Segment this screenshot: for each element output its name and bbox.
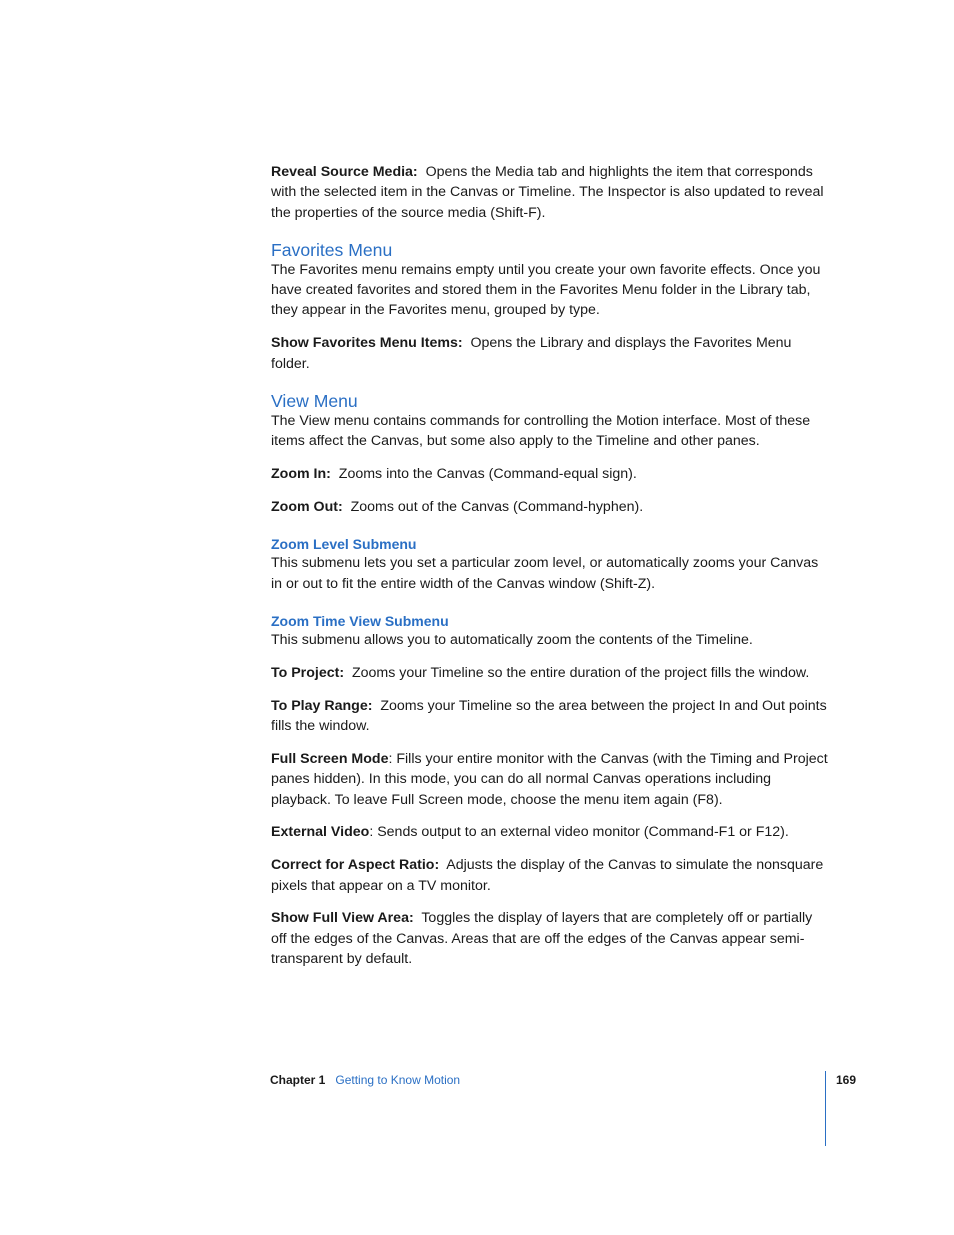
favorites-intro: The Favorites menu remains empty until you create your own favorite effects. Once you have created favorites and stored them in the Favorites Menu folder in the Library tab, they appear in the Favorites menu, grouped by type.	[271, 261, 821, 319]
zoom-level-heading: Zoom Level Submenu	[271, 536, 417, 553]
aspect-ratio-paragraph	[271, 855, 831, 896]
page-footer	[270, 1071, 460, 1089]
zoom-level-intro: This submenu lets you set a particular zoom level, or automatically zooms your Canvas in or out to fit the entire width of the Canvas window (Shift-Z).	[271, 555, 819, 592]
description: Zooms your Timeline so the entire duration of the project fills the window.	[351, 664, 810, 681]
chapter-title-link[interactable]: Getting to Know Motion	[335, 1073, 461, 1087]
favorites-menu-heading: Favorites Menu	[271, 239, 393, 260]
description: : Fills your entire monitor with the Canvas (with the Timing and Project panes hidden). In this mode, you can do all normal Canvas operations including playback. To leave Full Screen mode, choose the menu item again (F8).	[271, 750, 828, 808]
term: To Play Range:	[271, 697, 373, 714]
page-content	[271, 162, 831, 982]
description: : Sends output to an external video monitor (Command-F1 or F12).	[369, 824, 789, 841]
zoom-time-intro: This submenu allows you to automatically zoom the contents of the Timeline.	[271, 631, 753, 648]
page-number: 169	[836, 1073, 857, 1087]
to-project-paragraph	[271, 663, 831, 683]
term: Correct for Aspect Ratio:	[271, 857, 440, 874]
term: External Video	[271, 824, 370, 841]
description: Opens the Library and displays the Favorites Menu folder.	[271, 335, 792, 372]
reveal-source-media-paragraph	[271, 162, 831, 223]
zoom-time-heading: Zoom Time View Submenu	[271, 612, 449, 629]
zoom-out-paragraph	[271, 497, 831, 517]
view-menu-heading: View Menu	[271, 390, 358, 411]
term: Show Full View Area:	[271, 910, 414, 927]
description: Opens the Media tab and highlights the item that corresponds with the selected item in the Canvas or Timeline. The Inspector is also updated to reveal the properties of the source media (Shift-F).	[271, 164, 824, 221]
description: Toggles the display of layers that are completely off or partially off the edges of the Canvas. Areas that are off the edges of the Canvas appear semi-transparent by default.	[271, 910, 813, 968]
zoom-in-paragraph	[271, 464, 831, 484]
description: Zooms out of the Canvas (Command-hyphen).	[350, 499, 644, 516]
term: To Project:	[271, 664, 345, 681]
chapter-label: Chapter 1	[270, 1073, 326, 1087]
to-play-range-paragraph	[271, 696, 831, 737]
page-number-rule	[825, 1071, 826, 1146]
term: Show Favorites Menu Items:	[271, 335, 463, 352]
term: Full Screen Mode	[271, 750, 389, 767]
full-screen-paragraph	[271, 749, 831, 810]
show-favorites-paragraph	[271, 333, 831, 374]
term: Zoom Out:	[271, 499, 343, 516]
term: Zoom In:	[271, 466, 331, 483]
view-intro: The View menu contains commands for controlling the Motion interface. Most of these items affect the Canvas, but some also apply to the Timeline and other panes.	[271, 412, 811, 450]
term: Reveal Source Media:	[271, 164, 418, 180]
description: Adjusts the display of the Canvas to simulate the nonsquare pixels that appear on a TV monitor.	[271, 857, 824, 894]
full-view-paragraph	[271, 908, 831, 969]
description: Zooms into the Canvas (Command-equal sign).	[338, 466, 637, 483]
description: Zooms your Timeline so the area between the project In and Out points fills the window.	[271, 697, 827, 735]
external-video-paragraph	[271, 822, 831, 842]
